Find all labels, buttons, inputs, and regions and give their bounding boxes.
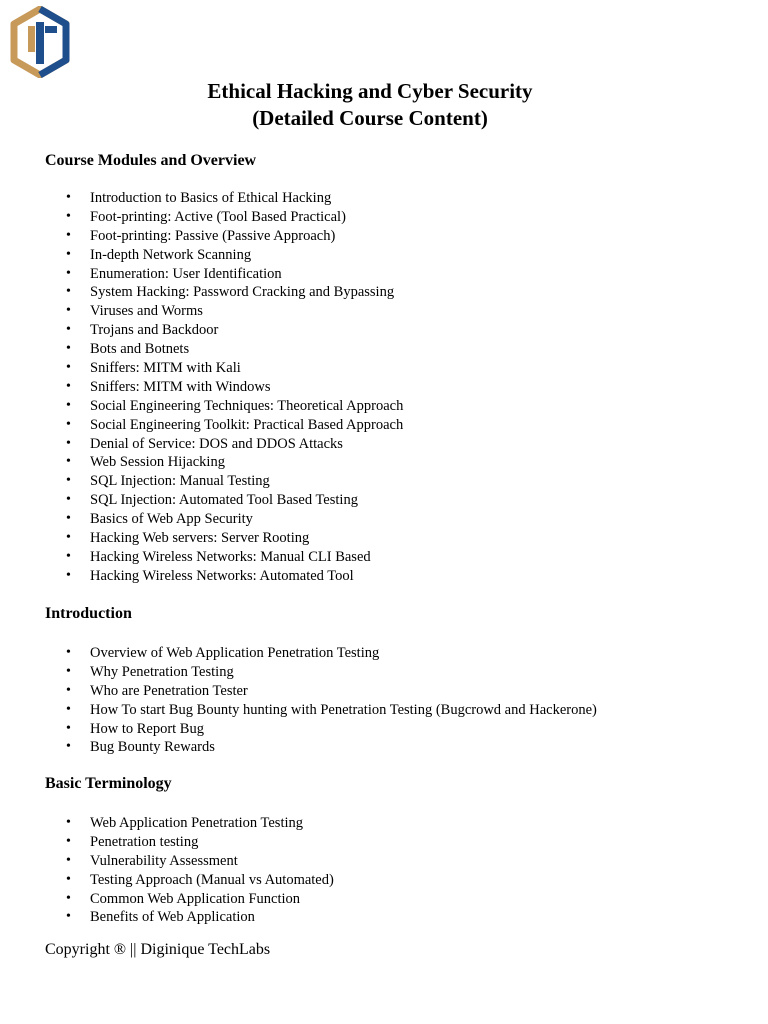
list-item: • How To start Bug Bounty hunting with Penetration Testing (Bugcrowd and Hackerone) (0, 701, 597, 720)
list-item: • Trojans and Backdoor (0, 321, 403, 340)
list-item: • Foot-printing: Active (Tool Based Practical) (0, 208, 403, 227)
list-item: • Web Session Hijacking (0, 453, 403, 472)
title-line-1: Ethical Hacking and Cyber Security (207, 79, 533, 103)
list-item: • Basics of Web App Security (0, 510, 403, 529)
list-item: • Web Application Penetration Testing (0, 814, 334, 833)
list-item: • Benefits of Web Application (0, 908, 334, 927)
list-item: • Testing Approach (Manual vs Automated) (0, 871, 334, 890)
title-line-2: (Detailed Course Content) (252, 106, 488, 130)
list-item: • Viruses and Worms (0, 302, 403, 321)
document-title (0, 78, 740, 132)
list-item: • Enumeration: User Identification (0, 265, 403, 284)
section-heading-introduction: Introduction (45, 605, 132, 622)
list-item: • Social Engineering Toolkit: Practical Based Approach (0, 416, 403, 435)
list-item: • Social Engineering Techniques: Theoretical Approach (0, 397, 403, 416)
course-modules-list (0, 189, 403, 586)
list-item: • System Hacking: Password Cracking and Bypassing (0, 283, 403, 302)
basic-terminology-list (0, 814, 334, 927)
list-item: • Bug Bounty Rewards (0, 738, 597, 757)
copyright-footer: Copyright ® || Diginique TechLabs (45, 941, 271, 958)
list-item: • Hacking Web servers: Server Rooting (0, 529, 403, 548)
list-item: • Sniffers: MITM with Kali (0, 359, 403, 378)
company-logo-icon (10, 6, 70, 78)
section-heading-basic-terminology: Basic Terminology (45, 775, 172, 792)
list-item: • Common Web Application Function (0, 890, 334, 909)
list-item: • How to Report Bug (0, 720, 597, 739)
introduction-list (0, 644, 597, 757)
list-item: • Overview of Web Application Penetration Testing (0, 644, 597, 663)
list-item: • In-depth Network Scanning (0, 246, 403, 265)
list-item: • Why Penetration Testing (0, 663, 597, 682)
list-item: • Foot-printing: Passive (Passive Approach) (0, 227, 403, 246)
list-item: • Penetration testing (0, 833, 334, 852)
list-item: • Hacking Wireless Networks: Automated Tool (0, 567, 403, 586)
list-item: • Bots and Botnets (0, 340, 403, 359)
list-item: • SQL Injection: Automated Tool Based Testing (0, 491, 403, 510)
list-item: • Sniffers: MITM with Windows (0, 378, 403, 397)
list-item: • Hacking Wireless Networks: Manual CLI Based (0, 548, 403, 567)
section-heading-course-modules: Course Modules and Overview (45, 152, 257, 169)
list-item: • SQL Injection: Manual Testing (0, 472, 403, 491)
list-item: • Vulnerability Assessment (0, 852, 334, 871)
list-item: • Who are Penetration Tester (0, 682, 597, 701)
list-item: • Introduction to Basics of Ethical Hacking (0, 189, 403, 208)
list-item: • Denial of Service: DOS and DDOS Attacks (0, 435, 403, 454)
